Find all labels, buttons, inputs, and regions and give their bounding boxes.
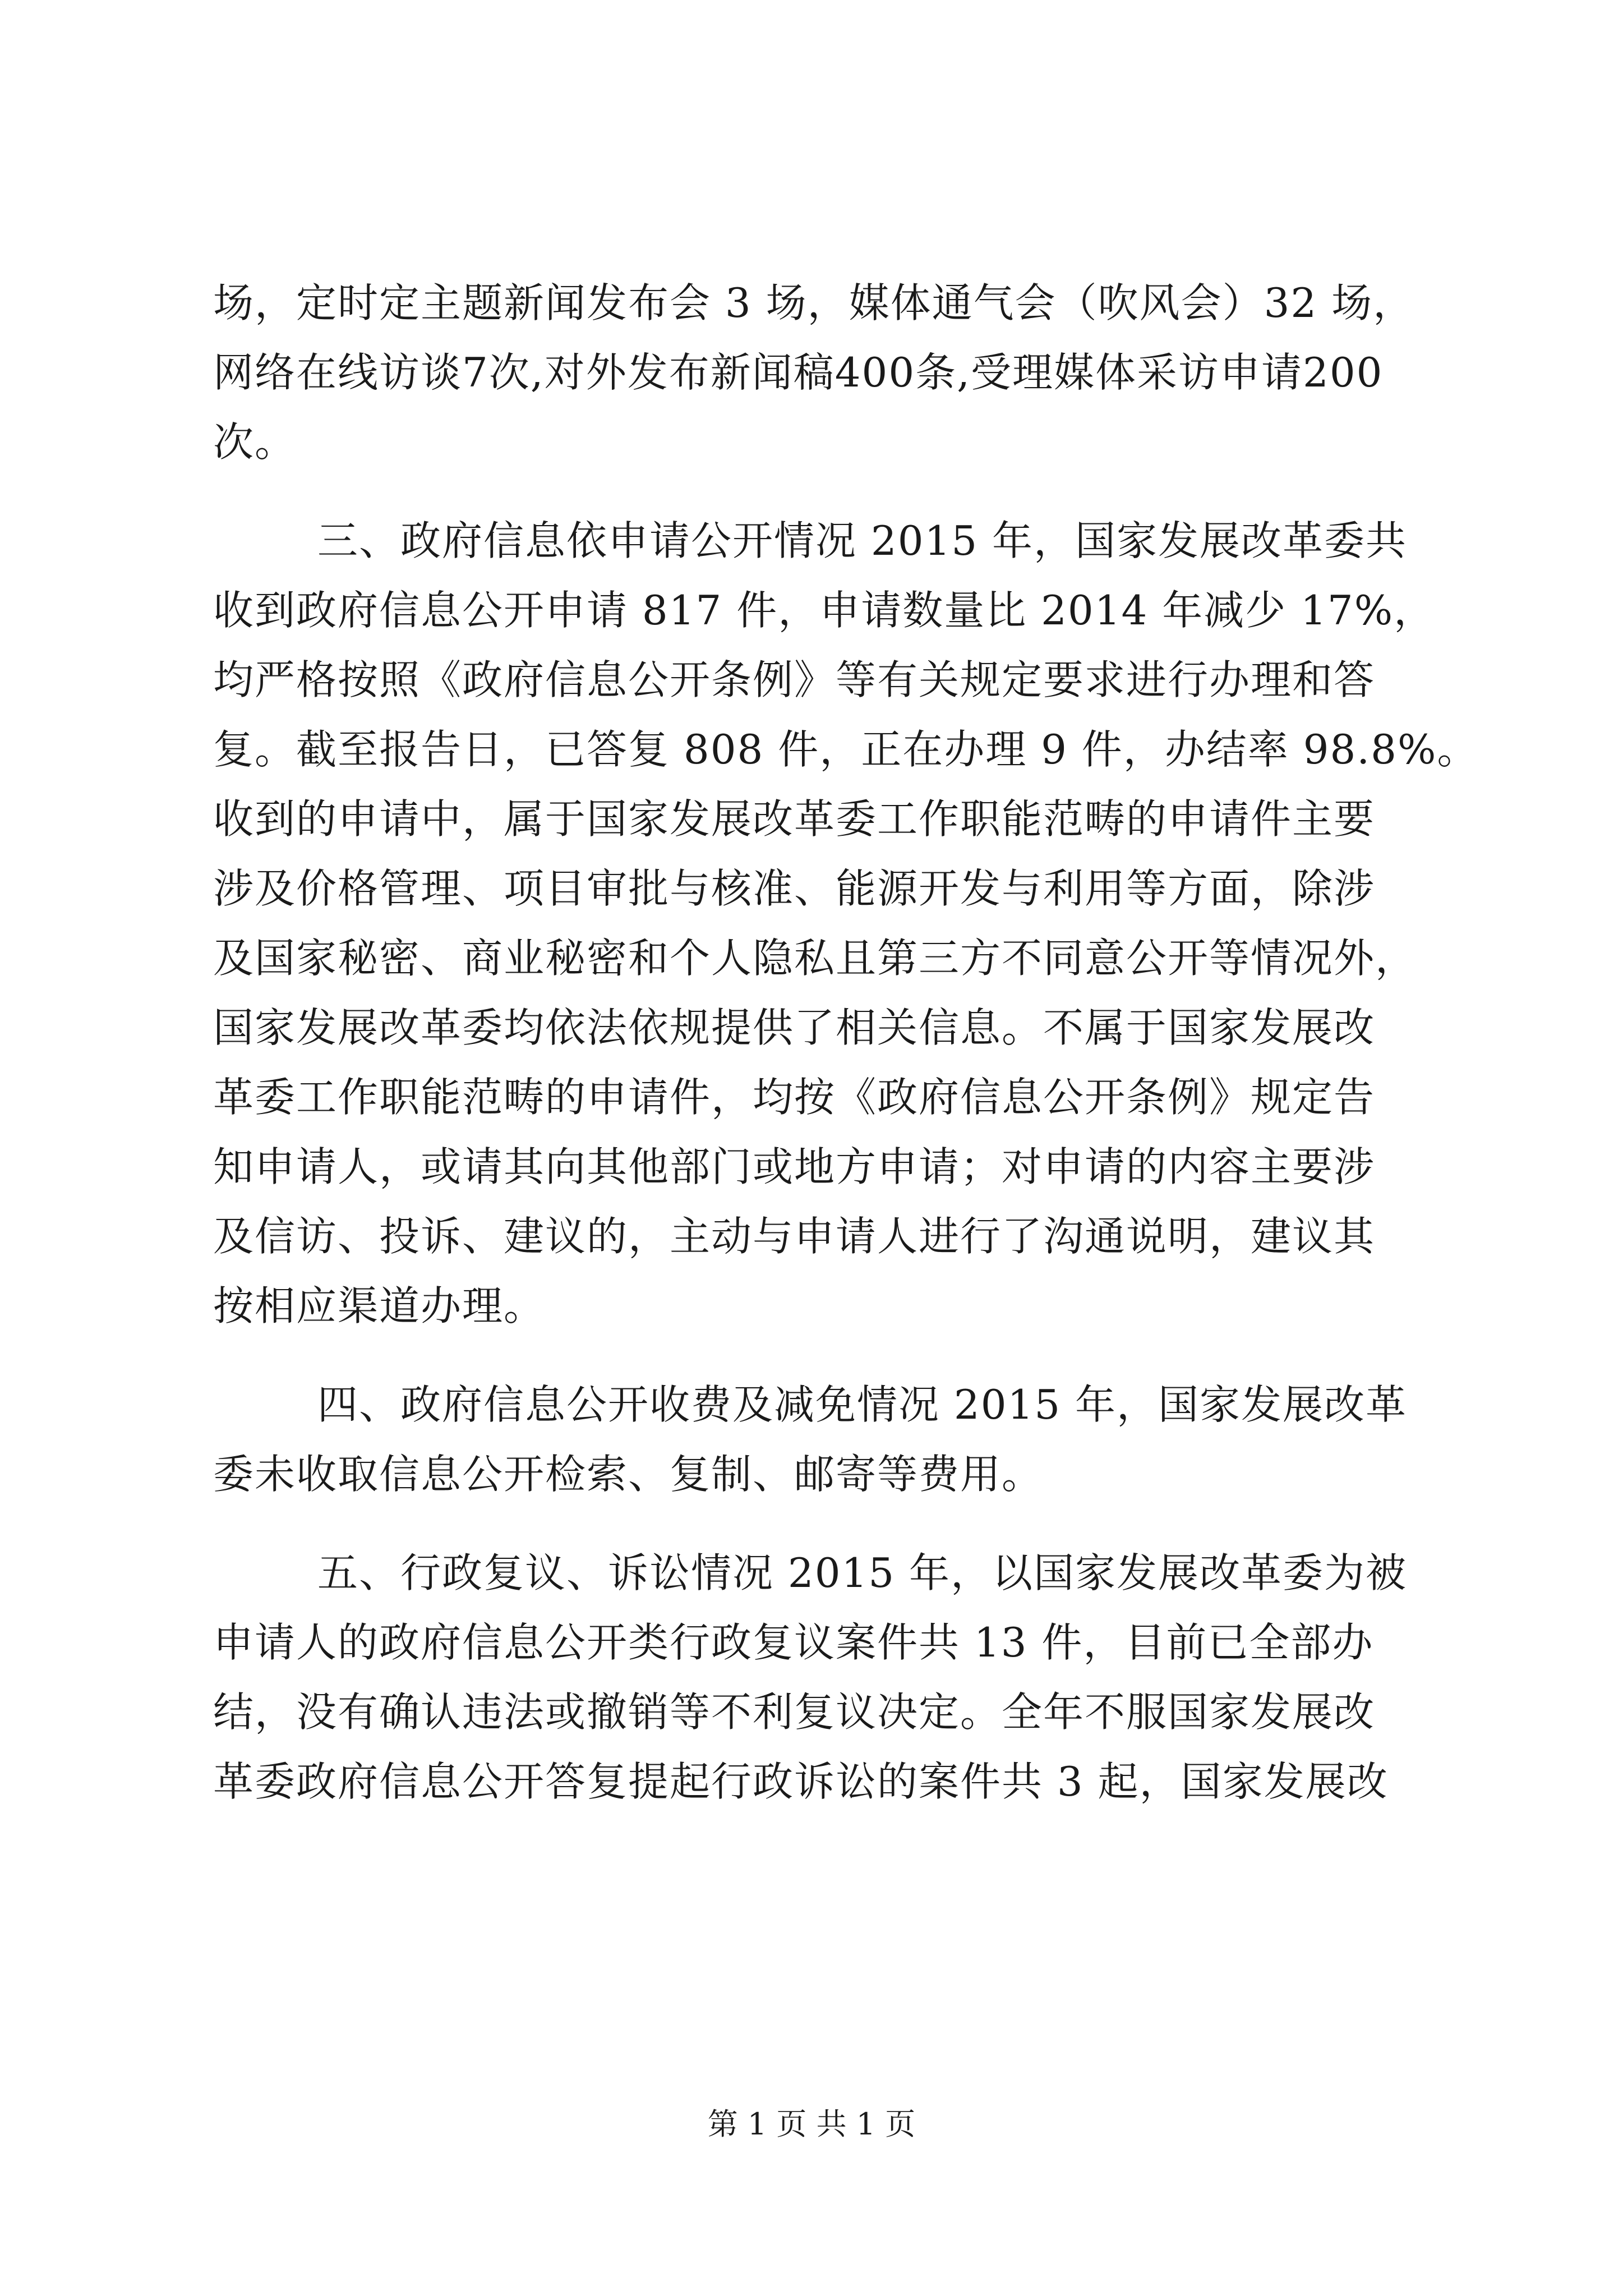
section-five-heading-line: 五、行政复议、诉讼情况 2015 年，以国家发展改革委为被	[317, 1549, 1408, 1596]
paragraph-line: 国家发展改革委均依法依规提供了相关信息。不属于国家发展改	[213, 1004, 1376, 1051]
paragraph-line: 申请人的政府信息公开类行政复议案件共 13 件，目前已全部办	[213, 1619, 1374, 1666]
paragraph-line: 场，定时定主题新闻发布会 3 场，媒体通气会（吹风会）32 场，	[213, 279, 1415, 326]
section-four-heading-line: 四、政府信息公开收费及减免情况 2015 年，国家发展改革	[317, 1381, 1408, 1428]
paragraph-line: 复。截至报告日，已答复 808 件，正在办理 9 件，办结率 98.8%。	[213, 726, 1479, 773]
section-three-heading-line: 三、政府信息依申请公开情况 2015 年，国家发展改革委共	[317, 517, 1408, 564]
paragraph-line: 收到政府信息公开申请 817 件，申请数量比 2014 年减少 17%，	[213, 587, 1436, 634]
paragraph-line: 知申请人，或请其向其他部门或地方申请；对申请的内容主要涉	[213, 1143, 1376, 1190]
document-body	[213, 268, 1479, 1816]
paragraph-line: 收到的申请中，属于国家发展改革委工作职能范畴的申请件主要	[213, 795, 1376, 843]
paragraph-line: 及信访、投诉、建议的，主动与申请人进行了沟通说明，建议其	[213, 1213, 1376, 1260]
paragraph-line: 委未收取信息公开检索、复制、邮寄等费用。	[213, 1451, 1044, 1498]
page-footer	[0, 2105, 1623, 2144]
paragraph-line: 革委工作职能范畴的申请件，均按《政府信息公开条例》规定告	[213, 1074, 1376, 1121]
paragraph-line: 涉及价格管理、项目审批与核准、能源开发与利用等方面，除涉	[213, 865, 1376, 912]
paragraph-line: 革委政府信息公开答复提起行政诉讼的案件共 3 起，国家发展改	[213, 1758, 1389, 1805]
paragraph-line: 结，没有确认违法或撤销等不利复议决定。全年不服国家发展改	[213, 1688, 1376, 1736]
paragraph-line: 按相应渠道办理。	[213, 1282, 546, 1329]
page-number-label: 第 1 页 共 1 页	[707, 2106, 916, 2142]
paragraph-line: 均严格按照《政府信息公开条例》等有关规定要求进行办理和答	[213, 656, 1376, 703]
paragraph-line: 网络在线访谈7次,对外发布新闻稿400条,受理媒体采访申请200	[213, 349, 1384, 396]
paragraph-line: 及国家秘密、商业秘密和个人隐私且第三方不同意公开等情况外，	[213, 935, 1417, 982]
paragraph-line: 次。	[213, 418, 297, 466]
